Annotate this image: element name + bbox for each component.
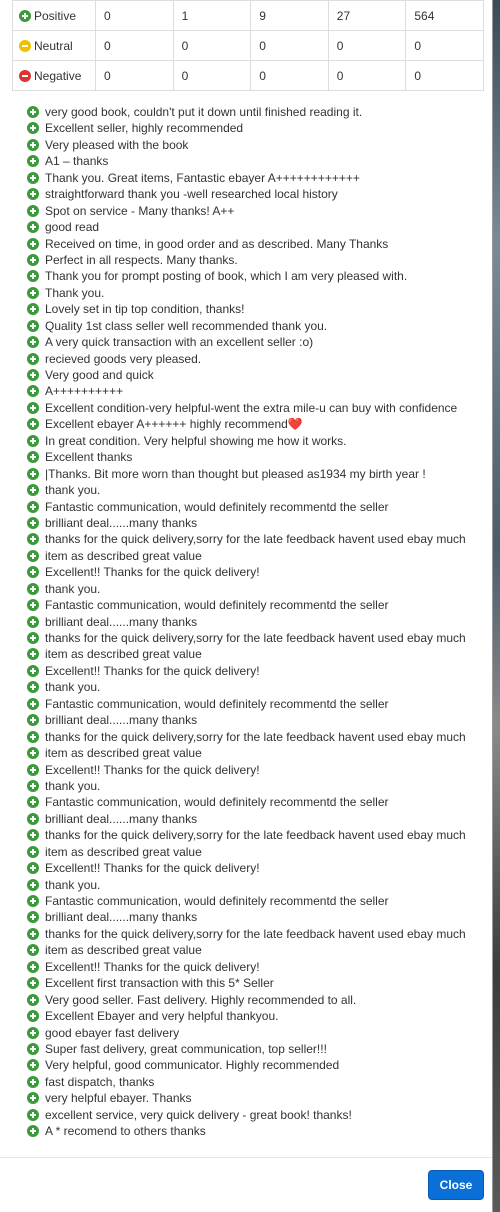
comment-text: item as described great value: [45, 548, 202, 563]
feedback-summary-table: [12, 0, 484, 91]
plus-circle-icon: [27, 731, 39, 743]
list-item: [27, 499, 487, 515]
plus-circle-icon: [27, 862, 39, 874]
list-item: [27, 367, 487, 383]
comment-text: Excellent condition-very helpful-went the extra mile-u can buy with confidence: [45, 400, 458, 415]
list-item: [27, 877, 487, 893]
comment-text: Super fast delivery, great communication, top seller!!!: [45, 1041, 327, 1056]
minus-circle-icon: [19, 70, 31, 82]
table-cell: 1: [173, 1, 251, 31]
plus-circle-icon: [27, 928, 39, 940]
list-item: [27, 646, 487, 662]
comment-text: Very good seller. Fast delivery. Highly recommended to all.: [45, 992, 357, 1007]
plus-circle-icon: [19, 10, 31, 22]
plus-circle-icon: [27, 353, 39, 365]
list-item: [27, 170, 487, 186]
table-cell: 0: [173, 31, 251, 61]
comment-text: Very pleased with the book: [45, 137, 189, 152]
comment-text: thanks for the quick delivery,sorry for the late feedback havent used ebay much: [45, 729, 466, 744]
plus-circle-icon: [27, 895, 39, 907]
comment-text: thank you.: [45, 778, 101, 793]
plus-circle-icon: [27, 566, 39, 578]
list-item: [27, 992, 487, 1008]
list-item: [27, 794, 487, 810]
comment-text: thanks for the quick delivery,sorry for the late feedback havent used ebay much: [45, 631, 466, 645]
comment-text: item as described great value: [45, 943, 202, 958]
comment-text: Received on time, in good order and as described. Many Thanks: [45, 236, 389, 251]
plus-circle-icon: [27, 501, 39, 513]
list-item: [27, 564, 487, 580]
comment-text: A * recomend to others thanks: [45, 1124, 206, 1139]
comment-text: excellent service, very quick delivery - great book! thanks!: [45, 1107, 352, 1122]
plus-circle-icon: [27, 829, 39, 841]
row-label-negative: Negative: [13, 61, 96, 91]
comment-text: good ebayer fast delivery: [45, 1025, 180, 1040]
plus-circle-icon: [27, 484, 39, 496]
plus-circle-icon: [27, 1125, 39, 1137]
plus-circle-icon: [27, 616, 39, 628]
comment-text: Lovely set in tip top condition, thanks!: [45, 302, 245, 317]
plus-circle-icon: [27, 764, 39, 776]
comment-text: Very helpful, good communicator. Highly recommended: [45, 1058, 340, 1073]
list-item: [27, 959, 487, 975]
plus-circle-icon: [27, 944, 39, 956]
list-item: [27, 433, 487, 449]
table-cell: 27: [328, 1, 406, 31]
list-item: [27, 942, 487, 958]
comment-text: item as described great value: [45, 647, 202, 662]
table-cell: 0: [406, 31, 484, 61]
plus-circle-icon: [27, 599, 39, 611]
plus-circle-icon: [27, 336, 39, 348]
list-item: [27, 515, 487, 531]
plus-circle-icon: [27, 665, 39, 677]
list-item: [27, 1074, 487, 1090]
list-item: [27, 416, 487, 432]
plus-circle-icon: [27, 994, 39, 1006]
summary-row-negative: [13, 61, 484, 91]
comment-text: thank you.: [45, 581, 101, 596]
comment-text: A very quick transaction with an excellent seller :o): [45, 335, 314, 350]
plus-circle-icon: [27, 747, 39, 759]
comment-text: Excellent first transaction with this 5* Seller: [45, 976, 274, 991]
list-item: [27, 252, 487, 268]
close-button[interactable]: Close: [428, 1170, 484, 1200]
table-cell: 0: [328, 61, 406, 91]
list-item: [27, 137, 487, 153]
list-item: [27, 630, 487, 646]
comment-text: recieved goods very pleased.: [45, 351, 202, 366]
comment-text: Excellent!! Thanks for the quick delivery!: [45, 762, 260, 777]
plus-circle-icon: [27, 221, 39, 233]
list-item: [27, 614, 487, 630]
list-item: [27, 120, 487, 136]
list-item: [27, 712, 487, 728]
plus-circle-icon: [27, 879, 39, 891]
list-item: [27, 548, 487, 564]
comment-text: Excellent thanks: [45, 450, 133, 465]
comment-text: Quality 1st class seller well recommended thank you.: [45, 318, 328, 333]
comment-text: Thank you for prompt posting of book, which I am very pleased with.: [45, 269, 408, 284]
list-item: [27, 104, 487, 120]
list-item: [27, 762, 487, 778]
list-item: [27, 1123, 487, 1139]
comment-text: Thank you. Great items, Fantastic ebayer A++++++++++++: [45, 170, 360, 185]
plus-circle-icon: [27, 583, 39, 595]
list-item: [27, 531, 487, 547]
comment-text: very good book, couldn't put it down until finished reading it.: [45, 105, 363, 119]
plus-circle-icon: [27, 911, 39, 923]
list-item: [27, 860, 487, 876]
list-item: [27, 186, 487, 202]
comment-text: A++++++++++: [45, 384, 124, 399]
comment-text: brilliant deal......many thanks: [45, 515, 198, 530]
plus-circle-icon: [27, 961, 39, 973]
plus-circle-icon: [27, 977, 39, 989]
comment-text: Fantastic communication, would definitely recommentd the seller: [45, 598, 389, 613]
plus-circle-icon: [27, 648, 39, 660]
list-item: [27, 1041, 487, 1057]
comment-text: Very good and quick: [45, 368, 154, 382]
list-item: [27, 268, 487, 284]
plus-circle-icon: [27, 270, 39, 282]
plus-circle-icon: [27, 1027, 39, 1039]
comment-text: Excellent!! Thanks for the quick delivery!: [45, 959, 260, 974]
list-item: [27, 663, 487, 679]
comment-text: item as described great value: [45, 746, 202, 761]
list-item: [27, 466, 487, 482]
plus-circle-icon: [27, 139, 39, 151]
comment-text: Perfect in all respects. Many thanks.: [45, 252, 238, 267]
plus-circle-icon: [27, 254, 39, 266]
comment-text: thank you.: [45, 680, 101, 695]
plus-circle-icon: [27, 714, 39, 726]
comment-text: brilliant deal......many thanks: [45, 614, 198, 629]
list-item: [27, 926, 487, 942]
table-cell: 0: [328, 31, 406, 61]
plus-circle-icon: [27, 1109, 39, 1121]
comment-text: thank you.: [45, 877, 101, 892]
table-cell: 9: [251, 1, 329, 31]
plus-circle-icon: [27, 418, 39, 430]
plus-circle-icon: [27, 238, 39, 250]
table-cell: 0: [251, 31, 329, 61]
list-item: [27, 318, 487, 334]
comment-text: Excellent!! Thanks for the quick delivery!: [45, 565, 260, 580]
footer-divider: [0, 1157, 492, 1158]
list-item: [27, 827, 487, 843]
comment-text: In great condition. Very helpful showing me how it works.: [45, 433, 347, 448]
feedback-comment-list: [27, 104, 487, 1140]
list-item: [27, 597, 487, 613]
plus-circle-icon: [27, 632, 39, 644]
comment-text: Fantastic communication, would definitely recommentd the seller: [45, 795, 389, 810]
comment-text: good read: [45, 220, 100, 235]
list-item: [27, 975, 487, 991]
comment-text: fast dispatch, thanks: [45, 1074, 155, 1089]
plus-circle-icon: [27, 320, 39, 332]
list-item: [27, 778, 487, 794]
comment-text: Fantastic communication, would definitely recommentd the seller: [45, 894, 389, 908]
plus-circle-icon: [27, 122, 39, 134]
list-item: [27, 153, 487, 169]
table-cell: 564: [406, 1, 484, 31]
plus-circle-icon: [27, 205, 39, 217]
list-item: [27, 301, 487, 317]
list-item: [27, 844, 487, 860]
comment-text: item as described great value: [45, 844, 202, 859]
plus-circle-icon: [27, 188, 39, 200]
plus-circle-icon: [27, 1010, 39, 1022]
list-item: [27, 383, 487, 399]
list-item: [27, 1025, 487, 1041]
comment-text: thanks for the quick delivery,sorry for the late feedback havent used ebay much: [45, 532, 466, 547]
summary-row-positive: [13, 1, 484, 31]
plus-circle-icon: [27, 1076, 39, 1088]
plus-circle-icon: [27, 517, 39, 529]
comment-text: brilliant deal......many thanks: [45, 713, 198, 728]
list-item: [27, 1107, 487, 1123]
list-item: [27, 1090, 487, 1106]
list-item: [27, 811, 487, 827]
comment-text: thanks for the quick delivery,sorry for the late feedback havent used ebay much: [45, 828, 466, 843]
list-item: [27, 285, 487, 301]
plus-circle-icon: [27, 846, 39, 858]
plus-circle-icon: [27, 1092, 39, 1104]
list-item: [27, 219, 487, 235]
comment-text: straightforward thank you -well researched local history: [45, 187, 338, 202]
plus-circle-icon: [27, 172, 39, 184]
comment-text: Excellent ebayer A++++++ highly recommend❤️: [45, 417, 303, 432]
comment-text: Fantastic communication, would definitely recommentd the seller: [45, 499, 389, 514]
list-item: [27, 449, 487, 465]
table-cell: 0: [96, 1, 174, 31]
plus-circle-icon: [27, 780, 39, 792]
plus-circle-icon: [27, 813, 39, 825]
plus-circle-icon: [27, 385, 39, 397]
plus-circle-icon: [27, 468, 39, 480]
list-item: [27, 236, 487, 252]
list-item: [27, 696, 487, 712]
table-cell: 0: [406, 61, 484, 91]
comment-text: Spot on service - Many thanks! A++: [45, 203, 235, 218]
table-cell: 0: [96, 31, 174, 61]
plus-circle-icon: [27, 681, 39, 693]
list-item: [27, 334, 487, 350]
row-label-neutral: Neutral: [13, 31, 96, 61]
plus-circle-icon: [27, 287, 39, 299]
plus-circle-icon: [27, 796, 39, 808]
list-item: [27, 482, 487, 498]
plus-circle-icon: [27, 435, 39, 447]
comment-text: A1 – thanks: [45, 154, 109, 169]
comment-text: thank you.: [45, 483, 101, 498]
list-item: [27, 893, 487, 909]
comment-text: Excellent Ebayer and very helpful thankyou.: [45, 1009, 279, 1024]
comment-text: brilliant deal......many thanks: [45, 811, 198, 826]
summary-row-neutral: [13, 31, 484, 61]
plus-circle-icon: [27, 1043, 39, 1055]
comment-text: very helpful ebayer. Thanks: [45, 1091, 192, 1106]
comment-text: Excellent!! Thanks for the quick delivery!: [45, 861, 260, 876]
list-item: [27, 679, 487, 695]
plus-circle-icon: [27, 550, 39, 562]
table-cell: 0: [96, 61, 174, 91]
plus-circle-icon: [27, 106, 39, 118]
plus-circle-icon: [27, 698, 39, 710]
list-item: [27, 400, 487, 416]
list-item: [27, 1057, 487, 1073]
table-cell: 0: [251, 61, 329, 91]
plus-circle-icon: [27, 402, 39, 414]
list-item: [27, 1008, 487, 1024]
plus-circle-icon: [27, 369, 39, 381]
comment-text: brilliant deal......many thanks: [45, 910, 198, 925]
list-item: [27, 909, 487, 925]
list-item: [27, 351, 487, 367]
table-cell: 0: [173, 61, 251, 91]
plus-circle-icon: [27, 1059, 39, 1071]
comment-text: Fantastic communication, would definitely recommentd the seller: [45, 696, 389, 711]
comment-text: Thank you.: [45, 285, 105, 300]
list-item: [27, 729, 487, 745]
list-item: [27, 745, 487, 761]
comment-text: Excellent!! Thanks for the quick delivery!: [45, 663, 260, 678]
plus-circle-icon: [27, 303, 39, 315]
comment-text: Excellent seller, highly recommended: [45, 121, 244, 136]
plus-circle-icon: [27, 155, 39, 167]
plus-circle-icon: [27, 533, 39, 545]
comment-text: thanks for the quick delivery,sorry for the late feedback havent used ebay much: [45, 926, 466, 941]
comment-text: |Thanks. Bit more worn than thought but pleased as1934 my birth year !: [45, 466, 426, 481]
list-item: [27, 581, 487, 597]
list-item: [27, 203, 487, 219]
row-label-positive: Positive: [13, 1, 96, 31]
minus-circle-icon: [19, 40, 31, 52]
plus-circle-icon: [27, 451, 39, 463]
